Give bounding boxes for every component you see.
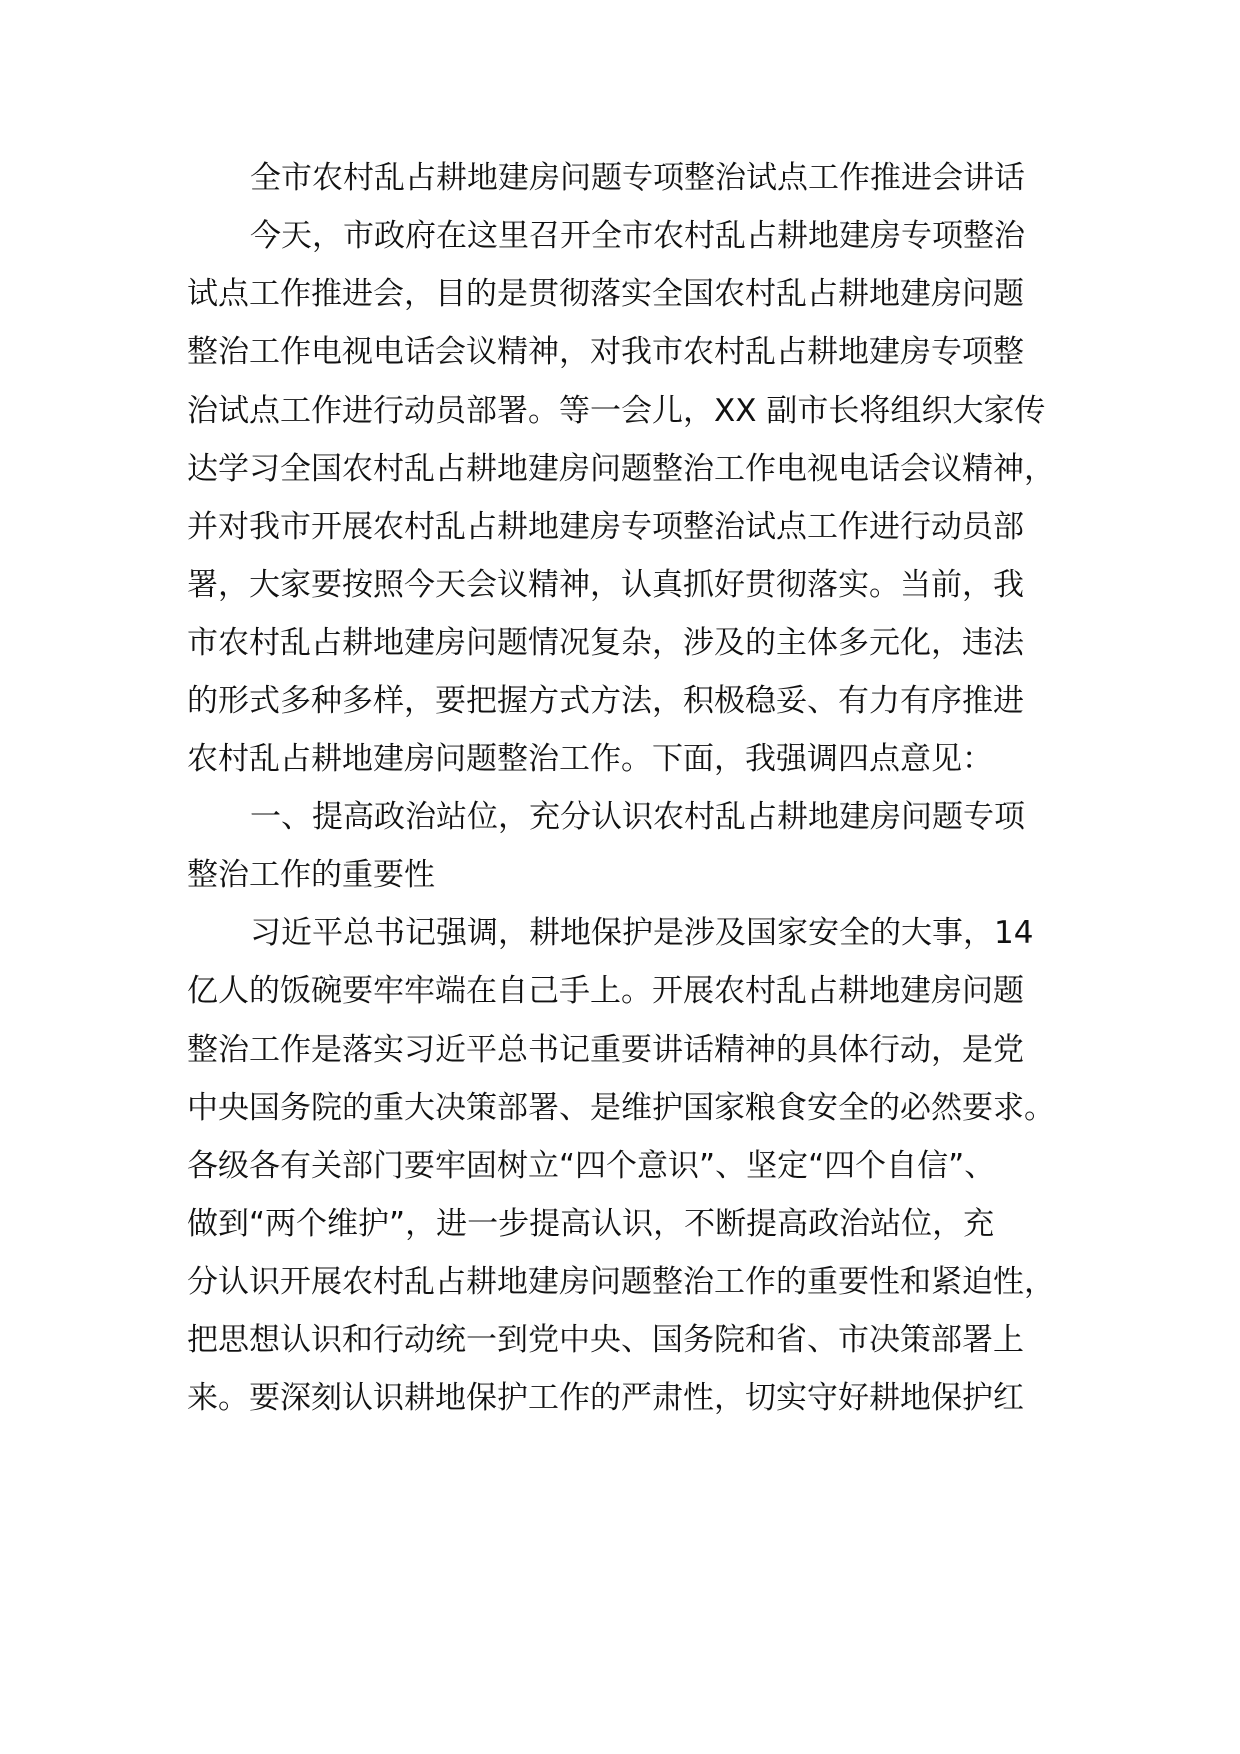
paragraph-2-line-4: 中央国务院的重大决策部署、是维护国家粮食安全的必然要求。 [187,1090,1055,1126]
paragraph-1-line-5: 达学习全国农村乱占耕地建房问题整治工作电视电话会议精神， [187,451,1055,487]
section-heading-1-line-1: 一、提高政治站位，充分认识农村乱占耕地建房问题专项 [250,799,1025,835]
paragraph-1-line-10: 农村乱占耕地建房问题整治工作。下面，我强调四点意见： [187,741,993,777]
paragraph-2-line-6: 做到“两个维护”，进一步提高认识，不断提高政治站位，充 [187,1206,995,1242]
paragraph-1-line-9: 的形式多种多样，要把握方式方法，积极稳妥、有力有序推进 [187,683,1024,719]
section-heading-1-line-2: 整治工作的重要性 [187,857,435,893]
paragraph-1-line-6: 并对我市开展农村乱占耕地建房专项整治试点工作进行动员部 [187,509,1024,545]
paragraph-2-line-1: 习近平总书记强调，耕地保护是涉及国家安全的大事，14 [250,915,1034,951]
paragraph-1-line-4: 治试点工作进行动员部署。等一会儿，XX 副市长将组织大家传 [187,393,1046,429]
paragraph-1-line-7: 署，大家要按照今天会议精神，认真抓好贯彻落实。当前，我 [187,567,1024,603]
paragraph-2-line-8: 把思想认识和行动统一到党中央、国务院和省、市决策部署上 [187,1322,1024,1358]
paragraph-1-line-3: 整治工作电视电话会议精神，对我市农村乱占耕地建房专项整 [187,334,1024,370]
paragraph-2-line-5: 各级各有关部门要牢固树立“四个意识”、坚定“四个自信”、 [187,1148,996,1184]
paragraph-1-line-8: 市农村乱占耕地建房问题情况复杂，涉及的主体多元化，违法 [187,625,1024,661]
paragraph-2-line-3: 整治工作是落实习近平总书记重要讲话精神的具体行动，是党 [187,1032,1024,1068]
paragraph-1-line-1: 今天，市政府在这里召开全市农村乱占耕地建房专项整治 [250,218,1025,254]
document-title: 全市农村乱占耕地建房问题专项整治试点工作推进会讲话 [250,160,1025,196]
paragraph-2-line-7: 分认识开展农村乱占耕地建房问题整治工作的重要性和紧迫性， [187,1264,1055,1300]
paragraph-1-line-2: 试点工作推进会，目的是贯彻落实全国农村乱占耕地建房问题 [187,276,1024,312]
paragraph-2-line-2: 亿人的饭碗要牢牢端在自己手上。开展农村乱占耕地建房问题 [187,973,1024,1009]
paragraph-2-line-9: 来。要深刻认识耕地保护工作的严肃性，切实守好耕地保护红 [187,1380,1024,1416]
